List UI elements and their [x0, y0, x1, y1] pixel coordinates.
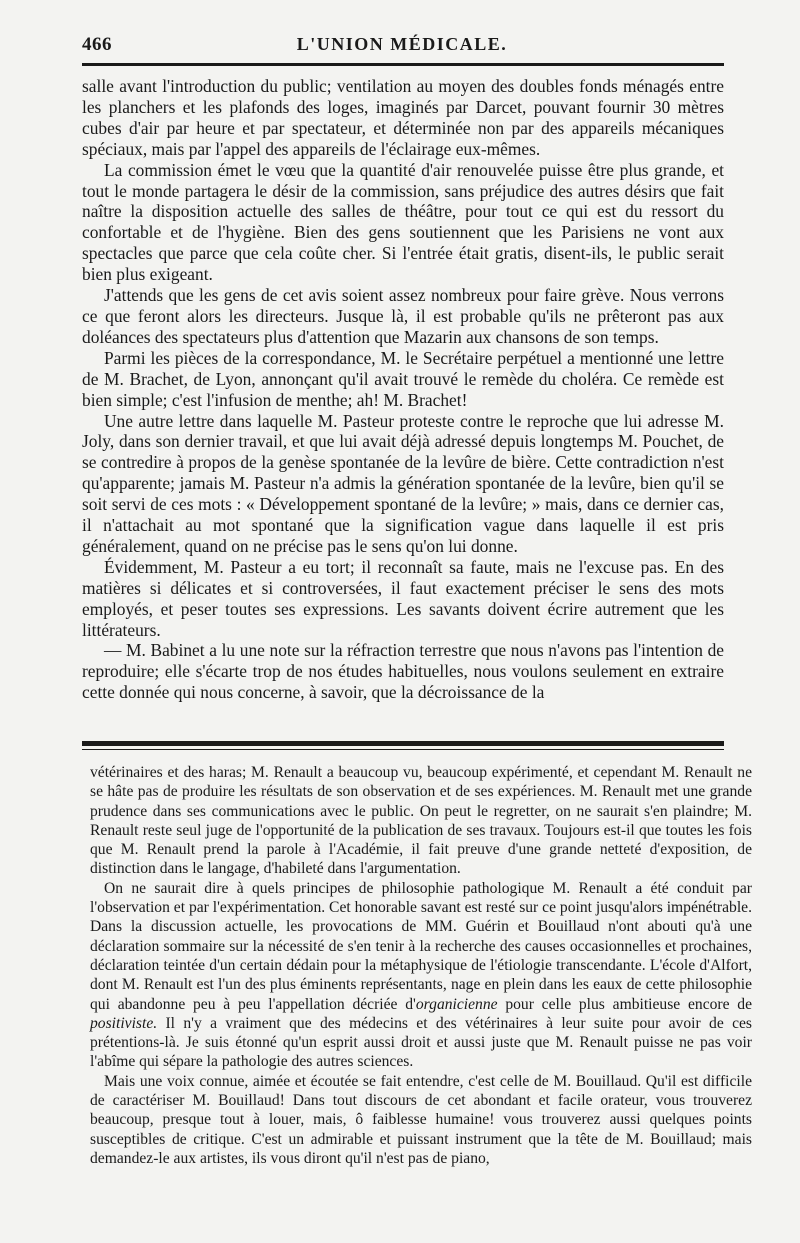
feuilleton-paragraph	[90, 879, 752, 1072]
main-paragraph: La commission émet le vœu que la quantité d'air renouvelée puisse être plus grande, et tout le monde partagera le désir de la commission, sans préjudice des autres désirs que fait naître la disposition actuelle des salles de théâtre, pour tout ce qui est du ressort du confortable et de l'hygiène. Bien des gens soutiennent que les Parisiens ne vont aux spectacles que parce que cela coûte cher. Si l'entrée était gratis, disent-ils, le public serait bien plus exigeant.	[82, 159, 724, 285]
feuilleton-text: Il n'y a vraiment que des médecins et des vétérinaires à leur suite pour avoir de ces prétentions-là. Je suis étonné qu'un esprit aussi droit et aussi juste que M. Renault puisse ne pas voir l'abîme qui sépare la pathologie des autres sciences.	[90, 1014, 752, 1071]
feuilleton-emphasis: organicienne	[415, 995, 498, 1013]
main-paragraph: — M. Babinet a lu une note sur la réfraction terrestre que nous n'avons pas l'intention de reproduire; elle s'écarte trop de nos études habituelles, nous voulons seulement en extraire cette donnée qui nous concerne, à savoir, que la décroissance de la	[82, 640, 724, 703]
header-rule	[82, 63, 724, 66]
feuilleton-paragraph: vétérinaires et des haras; M. Renault a beaucoup vu, beaucoup expérimenté, et cependant M. Renault ne se hâte pas de produire les résultats de son observation et de ses expériences. M. Renault met une grande prudence dans ses communications avec le public. On peut le regretter, on ne saurait s'en plaindre; M. Renault reste seul juge de l'opportunité de la publication de ses travaux. Toujours est-il que toutes les fois que M. Renault prend la parole à l'Académie, il fait preuve d'une grande netteté d'exposition, de distinction dans le langage, d'habileté dans l'argumentation.	[90, 764, 752, 878]
main-paragraph: J'attends que les gens de cet avis soient assez nombreux pour faire grève. Nous verrons ce que feront alors les directeurs. Jusque là, il est probable qu'ils ne prêteront pas aux doléances des spectateurs plus d'attention que Mazarin aux chansons de son temps.	[82, 285, 724, 347]
feuilleton-divider	[82, 741, 724, 750]
main-paragraph: Une autre lettre dans laquelle M. Pasteur proteste contre le reproche que lui adresse M. Joly, dans son dernier travail, et que lui avait déjà adressé depuis longtemps M. Pouchet, de se contredire à propos de la genèse spontanée de la levûre de bière. Cette contradiction n'est qu'apparente; jamais M. Pasteur n'a admis la génération spontanée de la levûre, bien qu'il se soit servi de ces mots : « Développement spontané de la levûre; » mais, dans ce dernier cas, il n'attachait au mot spontané que la signification vague dans laquelle il est pris généralement, quand on ne précise pas le sens qu'on lui donne.	[82, 410, 724, 556]
main-paragraph: Évidemment, M. Pasteur a eu tort; il reconnaît sa faute, mais ne l'excuse pas. En des matières si délicates et si controversées, il faut exactement préciser le sens des mots employés, et peser toutes ses expressions. Les savants doivent écrire autrement que les littérateurs.	[82, 556, 724, 640]
divider-thin-rule	[82, 749, 724, 750]
feuilleton-emphasis: positiviste.	[90, 1014, 158, 1032]
page-number: 466	[82, 34, 112, 55]
main-column	[82, 76, 724, 703]
feuilleton-paragraph: Mais une voix connue, aimée et écoutée se fait entendre, c'est celle de M. Bouillaud. Qu'il est difficile de caractériser M. Bouillaud! Dans tout discours de cet abondant et facile orateur, vous trouverez beaucoup, presque tout à louer, mais, ô faiblesse humaine! vous trouverez aussi quelques points susceptibles de critique. C'est un admirable et puissant instrument que la tête de M. Bouillaud; mais demandez-le aux artistes, ils vous diront qu'il n'est pas de piano,	[90, 1072, 752, 1167]
main-paragraph: salle avant l'introduction du public; ventilation au moyen des doubles fonds ménagés entre les planchers et les plafonds des loges, imaginés par Darcet, pouvant fournir 30 mètres cubes d'air par heure et par spectateur, et déterminée non par des appareils mécaniques spéciaux, mais par l'appel des appareils de l'éclairage eux-mêmes.	[82, 76, 724, 159]
feuilleton-text: pour celle plus ambitieuse encore de	[497, 995, 753, 1013]
main-paragraph: Parmi les pièces de la correspondance, M. le Secrétaire perpétuel a mentionné une lettre de M. Brachet, de Lyon, annonçant qu'il avait trouvé le remède du choléra. Ce remède est bien simple; c'est l'infusion de menthe; ah! M. Brachet!	[82, 347, 724, 410]
divider-thick-rule	[82, 741, 724, 746]
running-head: L'UNION MÉDICALE.	[296, 34, 508, 54]
page-header	[82, 32, 722, 60]
feuilleton-text: On ne saurait dire à quels principes de philosophie pathologique M. Renault a été conduit par l'observation et par l'expérimentation. Cet honorable savant est resté sur ce point jusqu'alors impénétrable. Dans la discussion actuelle, les provocations de MM. Guérin et Bouillaud n'ont abouti qu'à une déclaration sommaire sur la nécessité de s'en tenir à la recherche des causes occasionnelles et prochaines, déclaration teintée d'un certain dédain pour la métaphysique de l'étiologie transcendante. L'école d'Alfort, dont M. Renault est l'un des plus éminents représentants, nage en plein dans les eaux de cette philosophie qui abandonne peu à peu l'appellation décriée d'	[90, 879, 752, 1013]
feuilleton-column	[90, 763, 752, 1168]
